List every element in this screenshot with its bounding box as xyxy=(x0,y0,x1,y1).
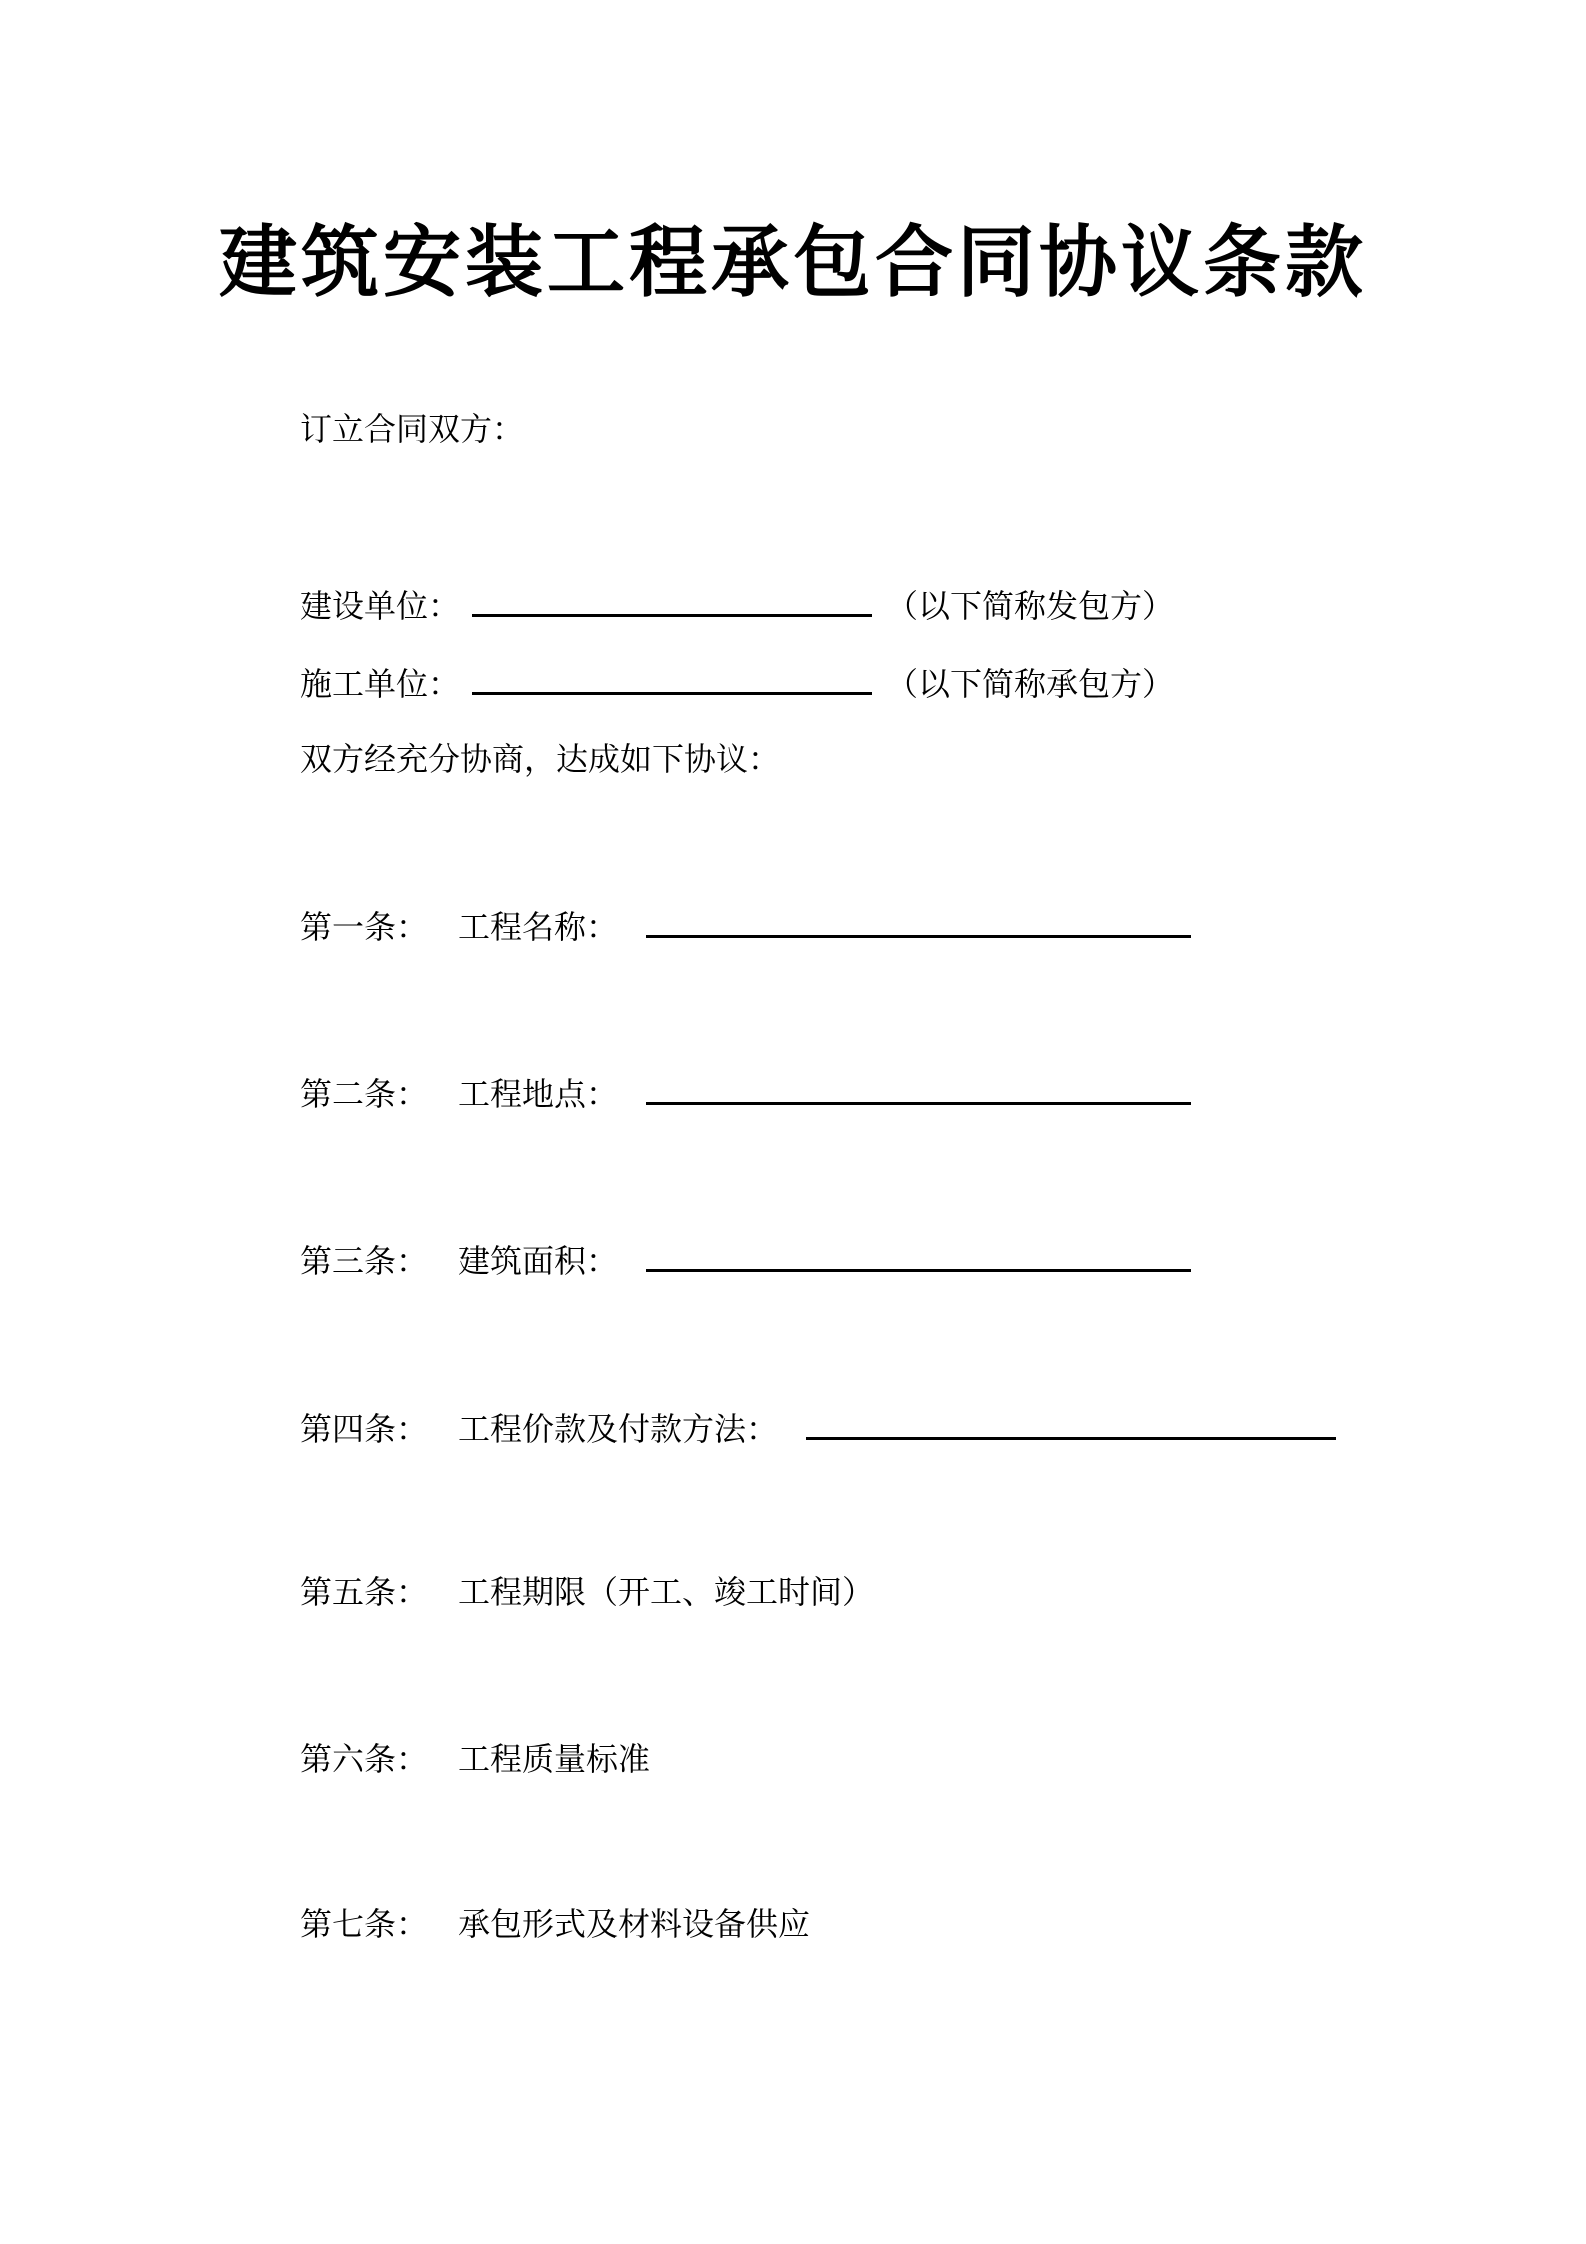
clause-2-text: 工程地点： xyxy=(458,1076,619,1112)
clause-3-text: 建筑面积： xyxy=(458,1243,619,1279)
clause-3 xyxy=(300,1235,1191,1283)
clause-6-text: 工程质量标准 xyxy=(458,1741,651,1777)
party-line-contractor xyxy=(300,658,1174,706)
fill-in-blank-contractor[interactable] xyxy=(472,658,872,695)
clause-5-text: 工程期限（开工、竣工时间） xyxy=(458,1574,875,1610)
clause-1-text: 工程名称： xyxy=(458,909,619,945)
document-title: 建筑安装工程承包合同协议条款 xyxy=(218,219,1367,306)
clause-7-text: 承包形式及材料设备供应 xyxy=(458,1906,811,1942)
party-note-contractor: （以下简称承包方） xyxy=(886,666,1175,702)
fill-in-blank-building-area[interactable] xyxy=(646,1235,1191,1272)
fill-in-blank-builder[interactable] xyxy=(472,580,872,617)
clause-2 xyxy=(300,1068,1191,1116)
clause-3-number: 第三条： xyxy=(300,1243,429,1279)
clause-2-number: 第二条： xyxy=(300,1076,429,1112)
clause-7 xyxy=(300,1903,810,1946)
clause-5 xyxy=(300,1571,874,1614)
fill-in-blank-project-location[interactable] xyxy=(646,1068,1191,1105)
clause-6 xyxy=(300,1738,650,1781)
party-note-builder: （以下简称发包方） xyxy=(886,588,1175,624)
clause-4-number: 第四条： xyxy=(300,1411,429,1447)
agreement-line: 双方经充分协商，达成如下协议： xyxy=(300,741,781,777)
fill-in-blank-project-name[interactable] xyxy=(646,901,1191,938)
clause-7-number: 第七条： xyxy=(300,1906,429,1942)
clause-1 xyxy=(300,901,1191,949)
party-label-contractor: 施工单位： xyxy=(300,666,461,702)
party-line-builder xyxy=(300,580,1174,628)
clause-1-number: 第一条： xyxy=(300,909,429,945)
clause-6-number: 第六条： xyxy=(300,1741,429,1777)
intro-line: 订立合同双方： xyxy=(300,411,525,447)
clause-4-text: 工程价款及付款方法： xyxy=(458,1411,779,1447)
party-label-builder: 建设单位： xyxy=(300,588,461,624)
clause-5-number: 第五条： xyxy=(300,1574,429,1610)
clause-4 xyxy=(300,1403,1336,1451)
fill-in-blank-payment[interactable] xyxy=(806,1403,1336,1440)
